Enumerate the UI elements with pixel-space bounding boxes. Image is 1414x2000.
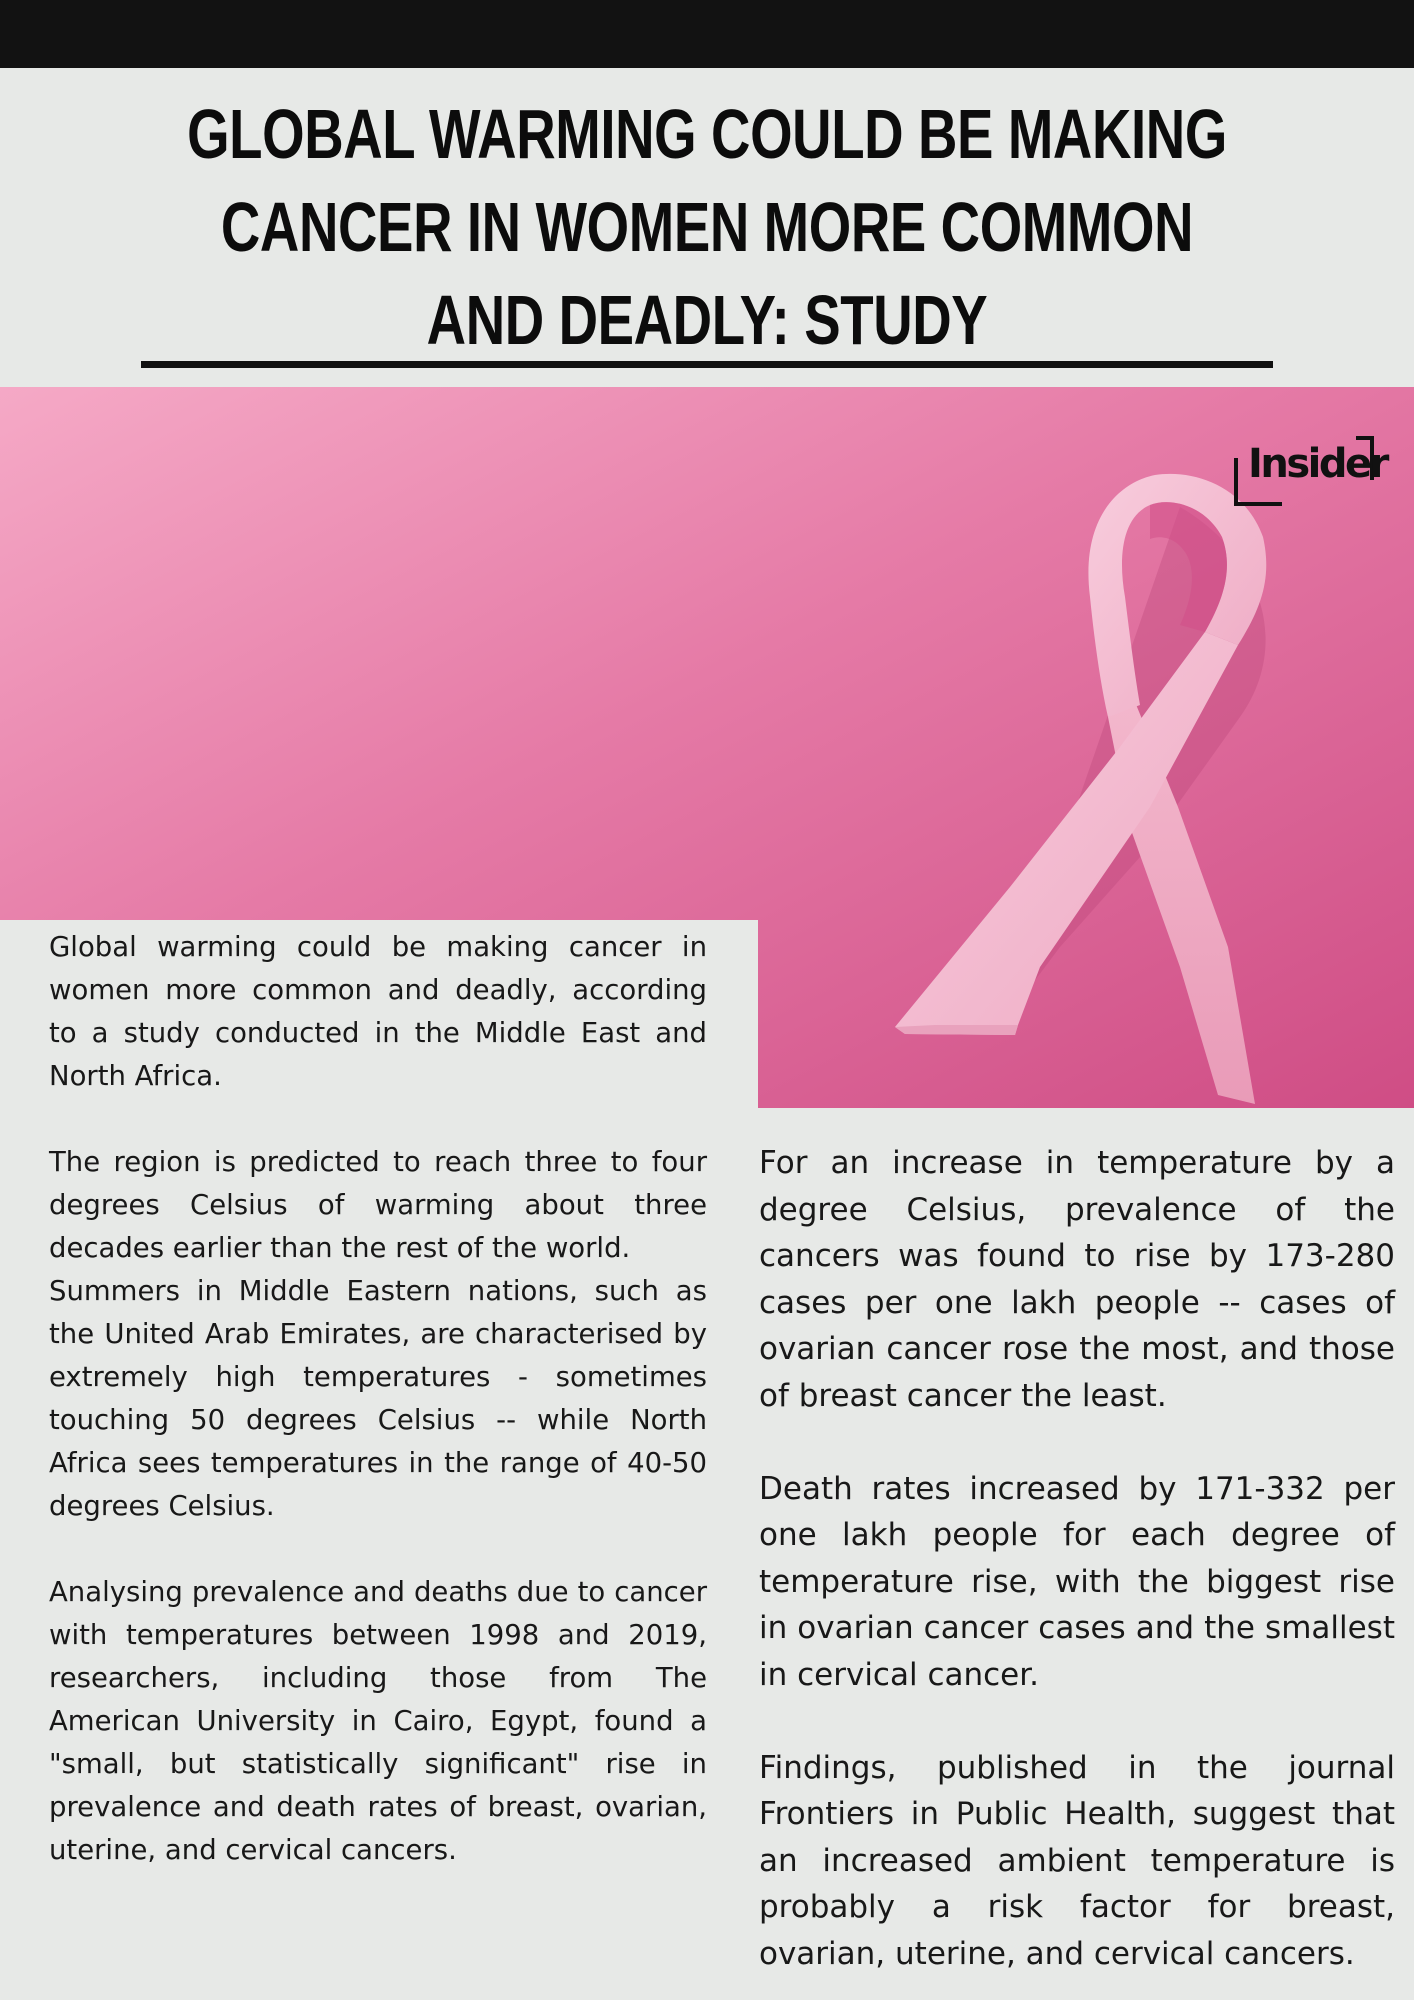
- paragraph: Death rates increased by 171-332 per one lakh people for each degree of temperature rise, with the biggest rise in ovarian cancer cases and the smallest in cervical cancer.: [759, 1470, 1395, 1693]
- article-title: GLOBAL WARMING COULD BE MAKING CANCER IN WOMEN MORE COMMON AND DEADLY: STUDY: [187, 95, 1227, 359]
- paragraph: Findings, published in the journal Frontiers in Public Health, suggest that an increased ambient temperature is probably a risk factor for breast, ovarian, uterine, and cervical cancers.: [759, 1749, 1395, 1972]
- paragraph: Global warming could be making cancer in women more common and deadly, according to a study conducted in the Middle East and North Africa.: [49, 931, 707, 1092]
- left-column: [49, 926, 707, 1872]
- brand-logo-text: Insider: [1248, 441, 1387, 487]
- right-column: [759, 1140, 1395, 1977]
- paragraph: The region is predicted to reach three to four degrees Celsius of warming about three decades earlier than the rest of the world.: [49, 1146, 707, 1264]
- top-bar: [0, 0, 1414, 68]
- paragraph: For an increase in temperature by a degree Celsius, prevalence of the cancers was found to rise by 173-280 cases per one lakh people -- cases of ovarian cancer rose the most, and those of breast cancer the least.: [759, 1145, 1395, 1414]
- paragraph: Summers in Middle Eastern nations, such as the United Arab Emirates, are characterised by extremely high temperatures - sometimes touching 50 degrees Celsius -- while North Africa sees temperatures in the range of 40-50 degrees Celsius.: [49, 1275, 707, 1522]
- insider-logo: [1234, 436, 1387, 512]
- paragraph: Analysing prevalence and deaths due to cancer with temperatures between 1998 and 2019, researchers, including those from The American University in Cairo, Egypt, found a "small, but statistically significant" rise in prevalence and death rates of breast, ovarian, uterine, and cervical cancers.: [49, 1576, 707, 1866]
- title-underline: [141, 361, 1273, 368]
